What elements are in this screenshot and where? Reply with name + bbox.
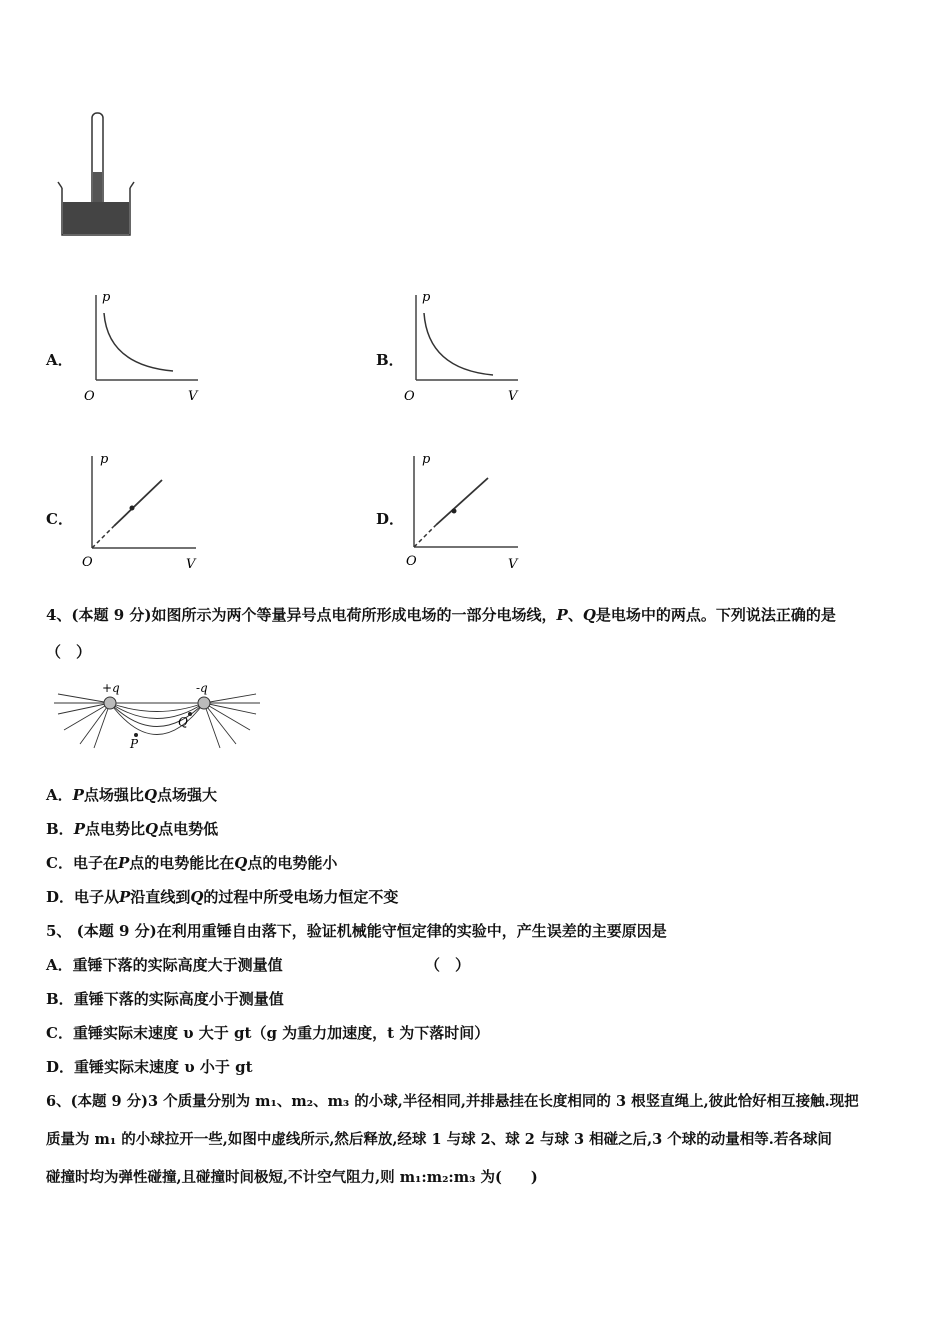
q3-option-c-label[interactable]: C． [46,510,73,528]
v-axis-label: V [188,389,198,404]
origin-label: O [406,554,417,569]
v-axis-label: V [508,557,518,572]
q6-stem-line-1: 6、(本题 9 分)3 个质量分别为 m₁、m₂、m₃ 的小球,半径相同,并排悬挂在长度相同的 3 根竖直绳上,彼此恰好相互接触.现把 [46,1093,859,1110]
beaker-lip-right [130,182,134,188]
point-Q-label: Q [178,715,188,729]
p-axis-label: p [422,290,431,305]
q5-option-c[interactable]: C．重锤实际末速度 υ 大于 gt（g 为重力加速度，t 为下落时间） [46,1024,490,1042]
isotherm-curve [104,313,173,371]
q5-option-b[interactable]: B．重锤下落的实际高度小于测量值 [46,990,284,1008]
tube-in-liquid-figure [55,110,140,242]
state-point [452,509,457,514]
q3-option-d-label[interactable]: D． [376,510,405,528]
q4-stem: 4、(本题 9 分)如图所示为两个等量异号点电荷所形成电场的一部分电场线，P、Q是电场中的两点。下列说法正确的是 [46,606,836,624]
origin-label: O [404,389,415,404]
q4-answer-paren: （ ） [46,643,92,661]
beaker-lip-left [58,182,62,188]
q4-electric-field-figure [50,676,265,756]
q4-option-c[interactable]: C．电子在P点的电势能比在Q点的电势能小 [46,854,338,872]
q5-stem: 5、 (本题 9 分)在利用重锤自由落下，验证机械能守恒定律的实验中，产生误差的主要原因是 [46,922,667,940]
q3-option-a-graph [78,285,208,410]
field-lines [58,694,256,748]
origin-label: O [84,389,95,404]
p-axis-label: p [422,452,431,467]
q4-option-a[interactable]: A．P点场强比Q点场强大 [46,786,218,804]
linear-line [436,478,488,525]
origin-label: O [82,555,93,570]
q3-option-a-label[interactable]: A． [46,351,73,369]
q3-option-d-graph [398,448,528,573]
v-axis-label: V [508,389,518,404]
q4-option-b[interactable]: B．P点电势比Q点电势低 [46,820,219,838]
isotherm-curve [424,313,493,375]
plus-charge-label: +q [102,681,120,695]
point-Q [188,712,192,716]
q5-option-d[interactable]: D．重锤实际末速度 υ 小于 gt [46,1058,253,1076]
q3-option-b-label[interactable]: B． [376,351,404,369]
q5-answer-paren: （ ） [425,956,471,974]
dashed-extension [92,526,114,548]
minus-charge-label: -q [196,681,208,695]
negative-charge [198,697,210,709]
linear-line [114,480,162,526]
q4-option-d[interactable]: D．电子从P沿直线到Q的过程中所受电场力恒定不变 [46,888,399,906]
q3-option-c-graph [78,448,208,573]
dashed-extension [414,525,436,547]
point-P-label: P [130,737,139,751]
q6-stem-line-3: 碰撞时均为弹性碰撞,且碰撞时间极短,不计空气阻力,则 m₁:m₂:m₃ 为( ) [46,1169,538,1186]
q6-stem-line-2: 质量为 m₁ 的小球拉开一些,如图中虚线所示,然后释放,经球 1 与球 2、球 2 与球 3 相碰之后,3 个球的动量相等.若各球间 [46,1131,832,1148]
v-axis-label: V [186,557,196,572]
beaker-liquid [63,202,129,234]
q5-option-a[interactable]: A．重锤下落的实际高度大于测量值 [46,956,283,974]
positive-charge [104,697,116,709]
state-point [130,506,135,511]
p-axis-label: p [102,290,111,305]
q3-option-b-graph [398,285,528,410]
p-axis-label: p [100,452,109,467]
